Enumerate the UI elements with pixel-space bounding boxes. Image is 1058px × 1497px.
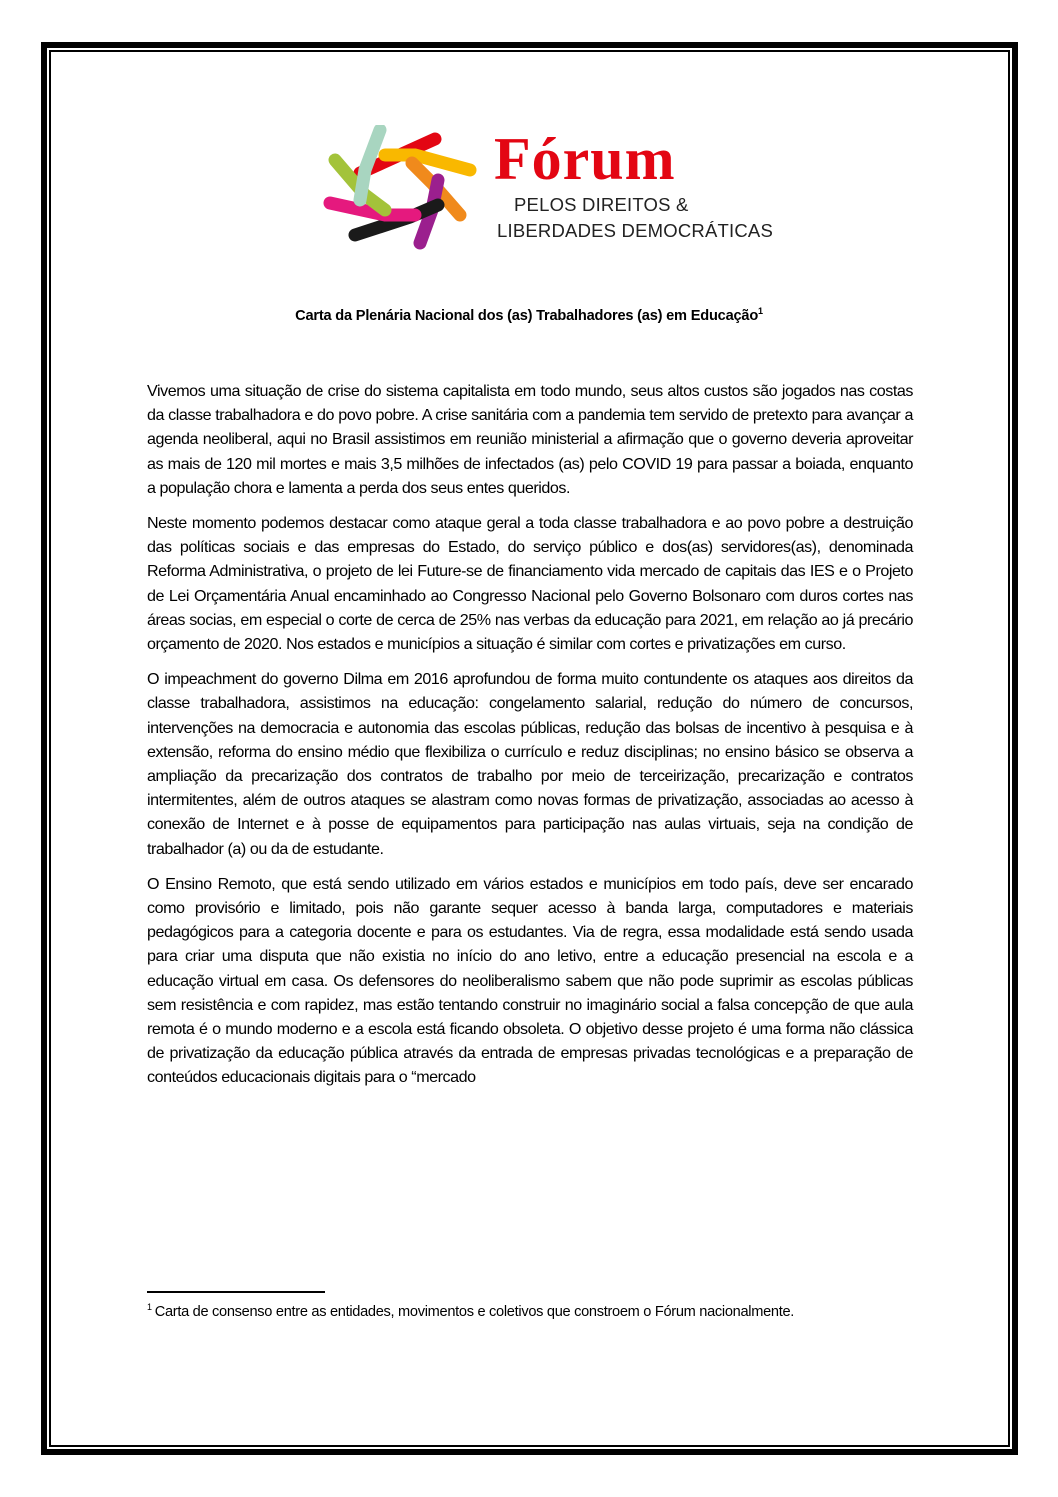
paragraph: O Ensino Remoto, que está sendo utilizado em vários estados e municípios em todo país, deve ser encarado como provisório e limitado, pois não garante sequer acesso à banda larga, computadores e materiais pedagógicos para a categoria docente e para os estudantes. Via de regra, essa modalidade está sendo usada para criar uma disputa que não existia no início do ano letivo, entre a educação presencial na escola e a educação virtual em casa. Os defensores do neoliberalismo sabem que não pode suprimir as escolas públicas sem resistência e com rapidez, mas estão tentando construir no imaginário social a falsa concepção de que aula remota é o mundo moderno e a escola está ficando obsoleta. O objetivo desse projeto é uma forma não clássica de privatização da educação pública através da entrada de empresas privadas tecnológicas e a preparação de conteúdos educacionais digitais para o “mercado xyxy=(147,874,913,1087)
document-title xyxy=(0,308,1058,324)
footnote-ref[interactable]: 1 xyxy=(758,306,763,317)
paragraph: Vivemos uma situação de crise do sistema capitalista em todo mundo, seus altos custos são jogados nas costas da classe trabalhadora e do povo pobre. A crise sanitária com a pandemia tem servido de pretexto para avançar a agenda neoliberal, aqui no Brasil assistimos em reunião ministerial a afirmação que o governo deveria aproveitar as mais de 120 mil mortes e mais 3,5 milhões de infectados (as) pelo COVID 19 para passar a boiada, enquanto a população chora e lamenta a perda dos seus entes queridos. xyxy=(147,382,913,497)
logo-title: Fórum xyxy=(494,126,676,192)
footnote xyxy=(147,1302,887,1323)
footnote-text: Carta de consenso entre as entidades, movimentos e coletivos que constroem o Fórum nacionalmente. xyxy=(154,1304,795,1320)
document-title-text: Carta da Plenária Nacional dos (as) Trabalhadores (as) em Educação xyxy=(295,308,759,324)
logo-subtitle-line1: PELOS DIREITOS & xyxy=(514,194,689,215)
logo-subtitle-line2: LIBERDADES DEMOCRÁTICAS xyxy=(497,220,773,241)
hands-circle-icon xyxy=(320,125,480,250)
footnote-separator xyxy=(147,1291,325,1293)
paragraph: Neste momento podemos destacar como ataque geral a toda classe trabalhadora e ao povo pobre a destruição das políticas sociais e das empresas do Estado, do serviço público e dos(as) servidores(as), denominada Reforma Administrativa, o projeto de lei Future-se de financiamento vida mercado de capitais das IES e o Projeto de Lei Orçamentária Anual encaminhado ao Congresso Nacional pelo Governo Bolsonaro com duros cortes nas áreas socias, em especial o corte de cerca de 25% nas verbas da educação para 2021, em relação ao já precário orçamento de 2020. Nos estados e municípios a situação é similar com cortes e privatizações em curso. xyxy=(147,514,913,654)
document-body xyxy=(147,379,913,1101)
paragraph: O impeachment do governo Dilma em 2016 aprofundou de forma muito contundente os ataques aos direitos da classe trabalhadora, assistimos na educação: congelamento salarial, redução do número de concursos, intervenções na democracia e autonomia das escolas públicas, redução das bolsas de incentivo à pesquisa e à extensão, reforma do ensino médio que flexibiliza o currículo e reduz disciplinas; no ensino básico se observa a ampliação da precarização dos contratos de trabalho por meio de terceirização, precarização e contratos intermitentes, além de outros ataques se alastram como novas formas de privatização, associadas ao acesso à conexão de Internet e à posse de equipamentos para participação nas aulas virtuais, seja na condição de trabalhador (a) ou da de estudante. xyxy=(147,670,913,858)
footnote-number: 1 xyxy=(147,1302,152,1313)
